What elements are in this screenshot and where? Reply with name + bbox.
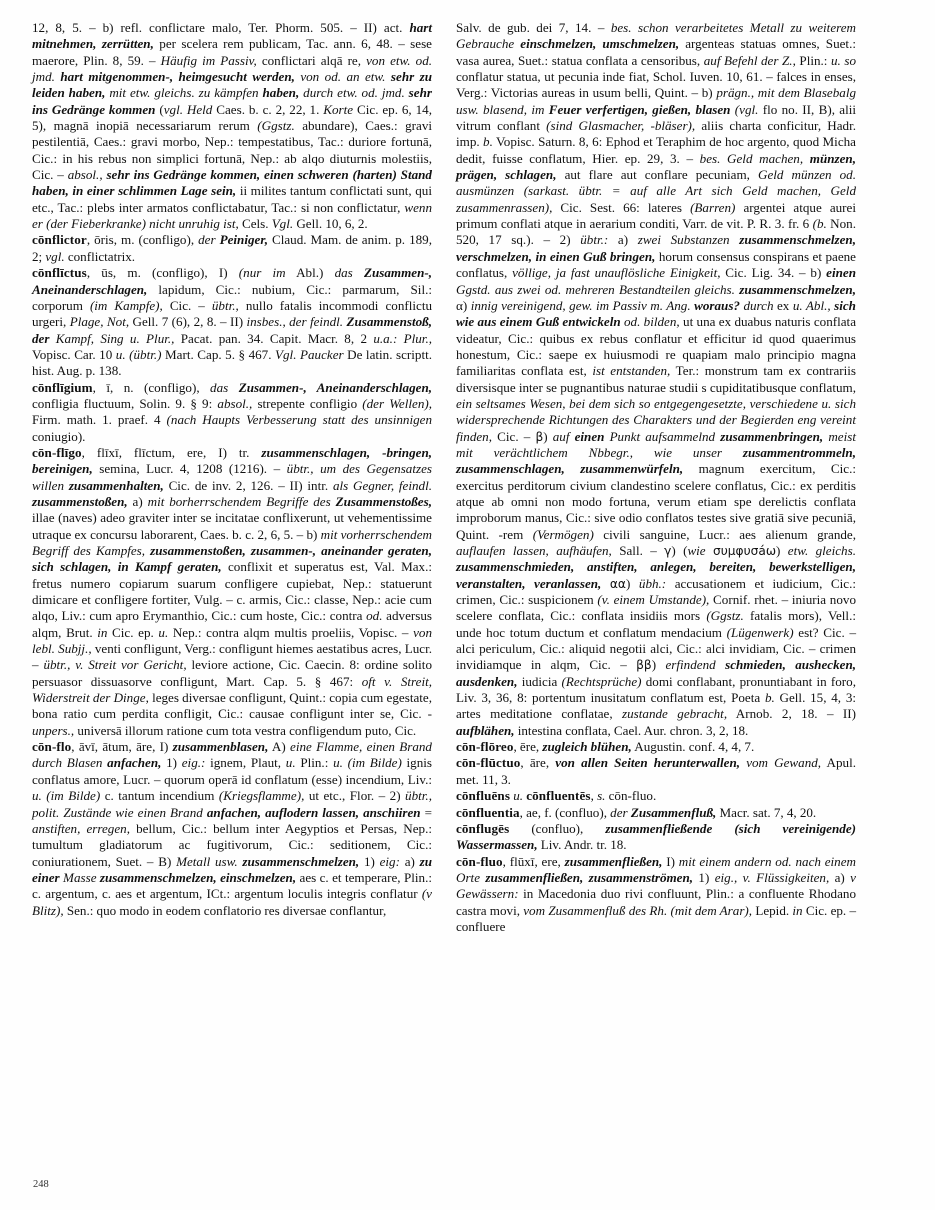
two-column-body <box>32 20 904 1170</box>
right-column <box>456 20 856 1170</box>
dictionary-entry: cōn-flo, āvī, ātum, āre, I) zusammenblasen, A) eine Flamme, einen Brand durch Blasen anfachen, 1) eig.: ignem, Plaut, u. Plin.: u. (im Bilde) ignis conflatus amore, Lucr. – quorum operā id conflatum (esse) incendium, Liv.: u. (im Bilde) c. tantum incendium (Kriegsflamme), ut etc., Flor. – 2) übtr., polit. Zustände wie einen Brand anfachen, auflodern lassen, anschiiren = anstiften, erregen, bellum, Cic.: bellum inter Aegyptios et Persas, Nep.: tumultum gladiatorum ac fugitivorum, Cic.: seditionem, Cic.: coniurationem, Suet. – B) Metall usw. zusammenschmelzen, 1) eig: a) zu einer Masse zusammenschmelzen, einschmelzen, aes c. et temperare, Plin.: c. argentum, c. aes et argentum, ICt.: argentum loculis integris conflatur (v Blitz), Sen.: quo modo in eodem conflatorio res diversae conflantur, <box>32 739 433 918</box>
dictionary-entry: cōnflīctus, ūs, m. (confligo), I) (nur im Abl.) das Zusammen-, Aneinanderschlagen, lapidum, Cic.: nubium, Cic.: parmarum, Sil.: corporum (im Kampfe), Cic. – übtr., nullo fatalis incommodi conflictu urgeri, Plage, Not, Gell. 7 (6), 2, 8. – II) insbes., der feindl. Zusammenstoß, der Kampf, Sing u. Plur., Pacat. pan. 34. Capit. Macr. 8, 2 u.a.: Plur., Vopisc. Car. 10 u. (übtr.) Mart. Cap. 5. § 467. Vgl. Paucker De latin. scriptt. hist. Aug. p. 138. <box>32 265 433 379</box>
dictionary-entry: cōn-flīgo, flīxī, flīctum, ere, I) tr. zusammenschlagen, -bringen, bereinigen, semina, Lucr. 4, 1208 (1216). – übtr., um des Gegensatzes willen zusammenhalten, Cic. de inv. 2, 126. – II) intr. als Gegner, feindl. zusammenstoßen, a) mit borherrschendem Begriffe des Zusammenstoßes, illae (naves) adeo graviter inter se incitatae conflixerunt, ut vehementissime utraque ex concursu laborarent, Caes. b. c. 2, 6, 5. – b) mit vorherrschendem Begriff des Kampfes, zusammenstoßen, zusammen-, aneinander geraten, sich schlagen, in Kampf geraten, conflixit et superatus est, Val. Max.: fretus numero copiarum suarum confligere cupiebat, Nep.: statuerunt dimicare et confligere fortiter, Vulg. – c. armis, Cic.: classe, Nep.: acie cum alqo, Liv.: cum apro Erymanthio, Cic.: cum hoste, Cic.: contra od. adversus alqm, Brut. in Cic. ep. u. Nep.: contra alqm multis proeliis, Vopisc. – von lebl. Subjj., venti confligunt, Verg.: confligunt hiemes aestatibus acres, Lucr. – übtr., v. Streit vor Gericht, leviore actione, Cic. Caecin. 8: ordine solito persuasor dissuasorve confligunt, Mart. Cap. 5. § 467: oft v. Streit, Widerstreit der Dinge, leges diversae confligunt, Quint.: copia cum egestate, bona ratio cum perdita confligit, Cic.: causae confligunt inter se, Cic. -unpers., universā illorum ratione cum tota vestra confligendum puto, Cic. <box>32 444 433 738</box>
dictionary-entry: Salv. de gub. dei 7, 14. – bes. schon verarbeitetes Metall zu weiterem Gebrauche einschmelzen, umschmelzen, argenteas statuas omnes, Suet.: vasa aurea, Suet.: statua conflata a censoribus, auf Befehl der Z., Plin.: u. so conflatur statua, ut pecunia inde fiat, Schol. Iuven. 10, 61. – falces in enses, Verg.: Victorias aureas in usum belli, Quint. – b) prägn., mit dem Blasebalg usw. blasend, im Feuer verfertigen, gießen, blasen (vgl. flo no. II, B), alii vitrum conflant (sind Glasmacher, -bläser), aliis charta conficitur, Hadr. imp. b. Vopisc. Saturn. 8, 6: Ephod et Teraphim de hoc argento, quod Micha dedit, fuisse conflatum, Hier. ep. 29, 3. – bes. Geld machen, münzen, prägen, schlagen, aut flare aut conflare pecuniam, Geld münzen od. ausmünzen (sarkast. übtr. = auf alle Art sich Geld machen, Geld zusammenrassen), Cic. Sest. 66: lateres (Barren) argentei atque aurei primum conflati atque in aerarium conditi, Varr. de vit. P. R. 3. fr. 6 (b. Non. 520, 17 sq.). – 2) übtr.: a) zwei Substanzen zusammenschmelzen, verschmelzen, in einen Guß bringen, horum consensus conspirans et paene conflatus, völlige, ja fast unauflösliche Einigkeit, Cic. Lig. 34. – b) einen Ggstd. aus zwei od. mehreren Bestandteilen gleichs. zusammenschmelzen, α) innig vereinigend, gew. im Passiv m. Ang. woraus? durch ex u. Abl., sich wie aus einem Guß entwickeln od. bilden, ut una ex duabus naturis conflata videatur, Cic.: quibus ex rebus conflatur et efficitur id quod quaerimus honestum, Cic.: saepe ex huiusmodi re quapiam malo principio magna familiaritas conflata est, ist entstanden, Ter.: monstrum tam ex contrariis diversisque inter se pugnantibus naturae studii s cupiditatibusque conflatum, ein seltsames Wesen, bei dem sich so entgegengesetzte, verschiedene u. sich widersprechende Richtungen des Charakters und der Begierden eng vereint finden, Cic. – β) auf einen Punkt aufsammelnd zusammenbringen, meist mit verächtlichem Nbbegr., wie unser zusammentrommeln, zusammenschlagen, zusammenwürfeln, magnum exercitum, Cic.: exercitus perditorum civium clandestino scelere conflatus, Cic.: ex perditis atque ab omni non modo fortuna, verum etiam spe derelictis conflata improborum manus, Cic.: sive odio conflatos testes sive gratiā sive pecuniā, Quint. -rem (Vermögen) civili sanguine, Lucr.: aes alienum grande, auflaufen lassen, aufhäufen, Sall. – γ) (wie συμφυσáω) etw. gleichs. zusammenschmieden, anstiften, anlegen, bereiten, bewerkstelligen, veranstalten, veranlassen, αα) übh.: accusationem et iudicium, Cic.: crimen, Cic.: suspicionem (v. einem Umstande), Cornif. rhet. – iniuria novo scelere conflata, Cic.: conflata insidiis mors (Ggstz. fatalis mors), Vell.: unde hoc totum ductum et conflatum mendacium (Lügenwerk) est? Cic. – alci periculum, Cic.: aliquid negotii alci, Cic.: alci invidiam, Cic. – crimen invidiamque in alqm, Cic. – ββ) erfindend schmieden, aushecken, ausdenken, iudicia (Rechtsprüche) domi conflabant, pronuntiabant in foro, Liv. 3, 36, 8: portentum inusitatum conflatum est, Poeta b. Gell. 15, 4, 3: artes meditatione conflatae, zustande gebracht, Arnob. 2, 18. – II) aufblähen, intestina conflata, Cael. Aur. chron. 3, 2, 18. <box>456 20 857 738</box>
page-number: 248 <box>33 1179 49 1190</box>
dictionary-entry: cōnflīgium, ī, n. (confligo), das Zusammen-, Aneinanderschlagen, confligia fluctuum, Solin. 9. § 9: absol., strepente confligio (der Wellen), Firm. math. 1. praef. 4 (nach Haupts Verbesserung statt des unsinnigen coniugio). <box>32 379 433 444</box>
dictionary-entry: cōn-flōreo, ēre, zugleich blühen, Augustin. conf. 4, 4, 7. <box>456 739 755 755</box>
dictionary-entry: cōn-fluo, flūxī, ere, zusammenfließen, I) mit einem andern od. nach einem Orte zusammenfließen, zusammenströmen, 1) eig., v. Flüssigkeiten, a) v Gewässern: in Macedonia duo rivi confluunt, Plin.: a confluente Rhodano castra movi, vom Zusammenfluß des Rh. (mit dem Arar), Lepid. in Cic. ep. – confluere <box>456 853 857 934</box>
dictionary-entry: cōnfluēns u. cōnfluentēs, s. cōn-fluo. <box>456 788 657 804</box>
dictionary-entry: cōnfluentia, ae, f. (confluo), der Zusammenfluß, Macr. sat. 7, 4, 20. <box>456 804 817 820</box>
dictionary-entry: cōn-flūctuo, āre, von allen Seiten herunterwallen, vom Gewand, Apul. met. 11, 3. <box>456 755 856 787</box>
dictionary-entry: cōnflictor, ōris, m. (confligo), der Peiniger, Claud. Mam. de anim. p. 189, 2; vgl. conflictatrix. <box>32 232 432 264</box>
left-column <box>32 20 432 1170</box>
dictionary-entry: 12, 8, 5. – b) refl. conflictare malo, Ter. Phorm. 505. – II) act. hart mitnehmen, zerrütten, per scelera rem publicam, Tac. ann. 6, 48. – sese maerore, Plin. 8, 59. – Häufig im Passiv, conflictari alqā re, von etw. od. jmd. hart mitgenommen-, heimgesucht werden, von od. an etw. sehr zu leiden haben, mit etw. gleichs. zu kämpfen haben, durch etw. od. jmd. sehr ins Gedränge kommen (vgl. Held Caes. b. c. 2, 22, 1. Korte Cic. ep. 6, 14, 5), magnā inopiā necessariarum rerum (Ggstz. abundare), Caes.: gravi pestilentiā, Caes.: gravi morbo, Nep.: tempestatibus, Tac.: duriore fortunā, Cic.: in his rebus non simplici fortunā, Nep.: ab alqo diuturnis molestiis, Cic. – absol., sehr ins Gedränge kommen, einen schweren (harten) Stand haben, in einer schlimmen Lage sein, ii milites tantum conflictati sunt, qui etc., Tac.: plebs inter armatos conflictabatur, Tac.: si non conflictatur, wenn er (der Fieberkranke) nicht unruhig ist, Cels. Vgl. Gell. 10, 6, 2. <box>32 20 433 232</box>
dictionary-entry: cōnflugēs (confluo), zusammenfließende (sich vereinigende) Wassermassen, Liv. Andr. tr. 18. <box>456 820 856 853</box>
